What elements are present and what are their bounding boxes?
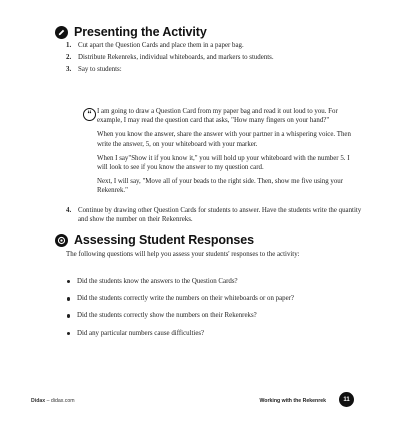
presenting-steps-continued [66,206,366,227]
footer-section-title: Working with the Rekenrek [259,398,326,404]
step-number: 1. [66,42,72,49]
presenting-section-heading [55,25,207,39]
step-item [66,206,366,224]
question-text: Did the students correctly write the numbers on their whiteboards or on paper? [77,295,294,303]
target-icon-glyph [57,236,66,245]
pencil-icon [55,26,68,39]
assessing-intro: The following questions will help you assess your students' responses to the activity: [66,251,300,258]
step-text: Cut apart the Question Cards and place them in a paper bag. [78,42,244,49]
section-title: Assessing Student Responses [74,233,254,247]
step-number: 3. [66,66,72,74]
script-paragraph: When I say"Show it if you know it," you will hold up your whiteboard with the number 5. I will look to see if you know the answer to my question card. [97,154,350,172]
script-paragraph: I am going to draw a Question Card from my paper bag and read it out loud to you. For example, I may read the question card that asks, "How many fingers on your hand?" [97,108,338,125]
step-item [66,65,366,74]
script-paragraphs [97,107,359,201]
list-item [66,294,366,303]
question-text: Did the students correctly show the numbers on their Rekenreks? [77,312,257,320]
footer-brand: Didax [31,398,46,404]
bullet [67,297,70,300]
section-title: Presenting the Activity [74,25,207,39]
assessing-questions [66,277,366,346]
list-item [66,277,366,286]
list-item [66,329,366,338]
script-paragraph: When you know the answer, share the answer with your partner in a whispering voice. Then write the answer, 5, on your whiteboard with your marker. [97,131,351,148]
bullet [67,280,70,283]
page-number: 11 [339,392,354,407]
step-number: 2. [66,54,72,62]
step-text: Distribute Rekenreks, individual whiteboards, and markers to students. [78,54,274,62]
step-text: Continue by drawing other Question Cards for students to answer. Have the students write the quantity and show the number on their Rekenreks. [78,207,362,224]
script-paragraph: Next, I will say, "Move all of your beads to the right side. Then, show me five using your Rekenrek." [97,178,344,195]
quote-icon: “ [83,108,96,121]
question-text: Did the students know the answers to the Question Cards? [77,278,238,285]
pencil-icon-glyph [57,28,66,37]
target-icon [55,234,68,247]
bullet [67,314,70,317]
question-text: Did any particular numbers cause difficulties? [77,329,205,337]
list-item [66,311,366,320]
step-text: Say to students: [78,66,122,74]
presenting-steps [66,41,366,78]
footer-site: – didax.com [45,398,75,404]
assessing-section-heading [55,233,254,247]
step-item [66,53,366,62]
step-number: 4. [66,207,72,214]
step-item [66,41,366,50]
footer-publisher [31,398,75,404]
bullet [67,332,70,335]
